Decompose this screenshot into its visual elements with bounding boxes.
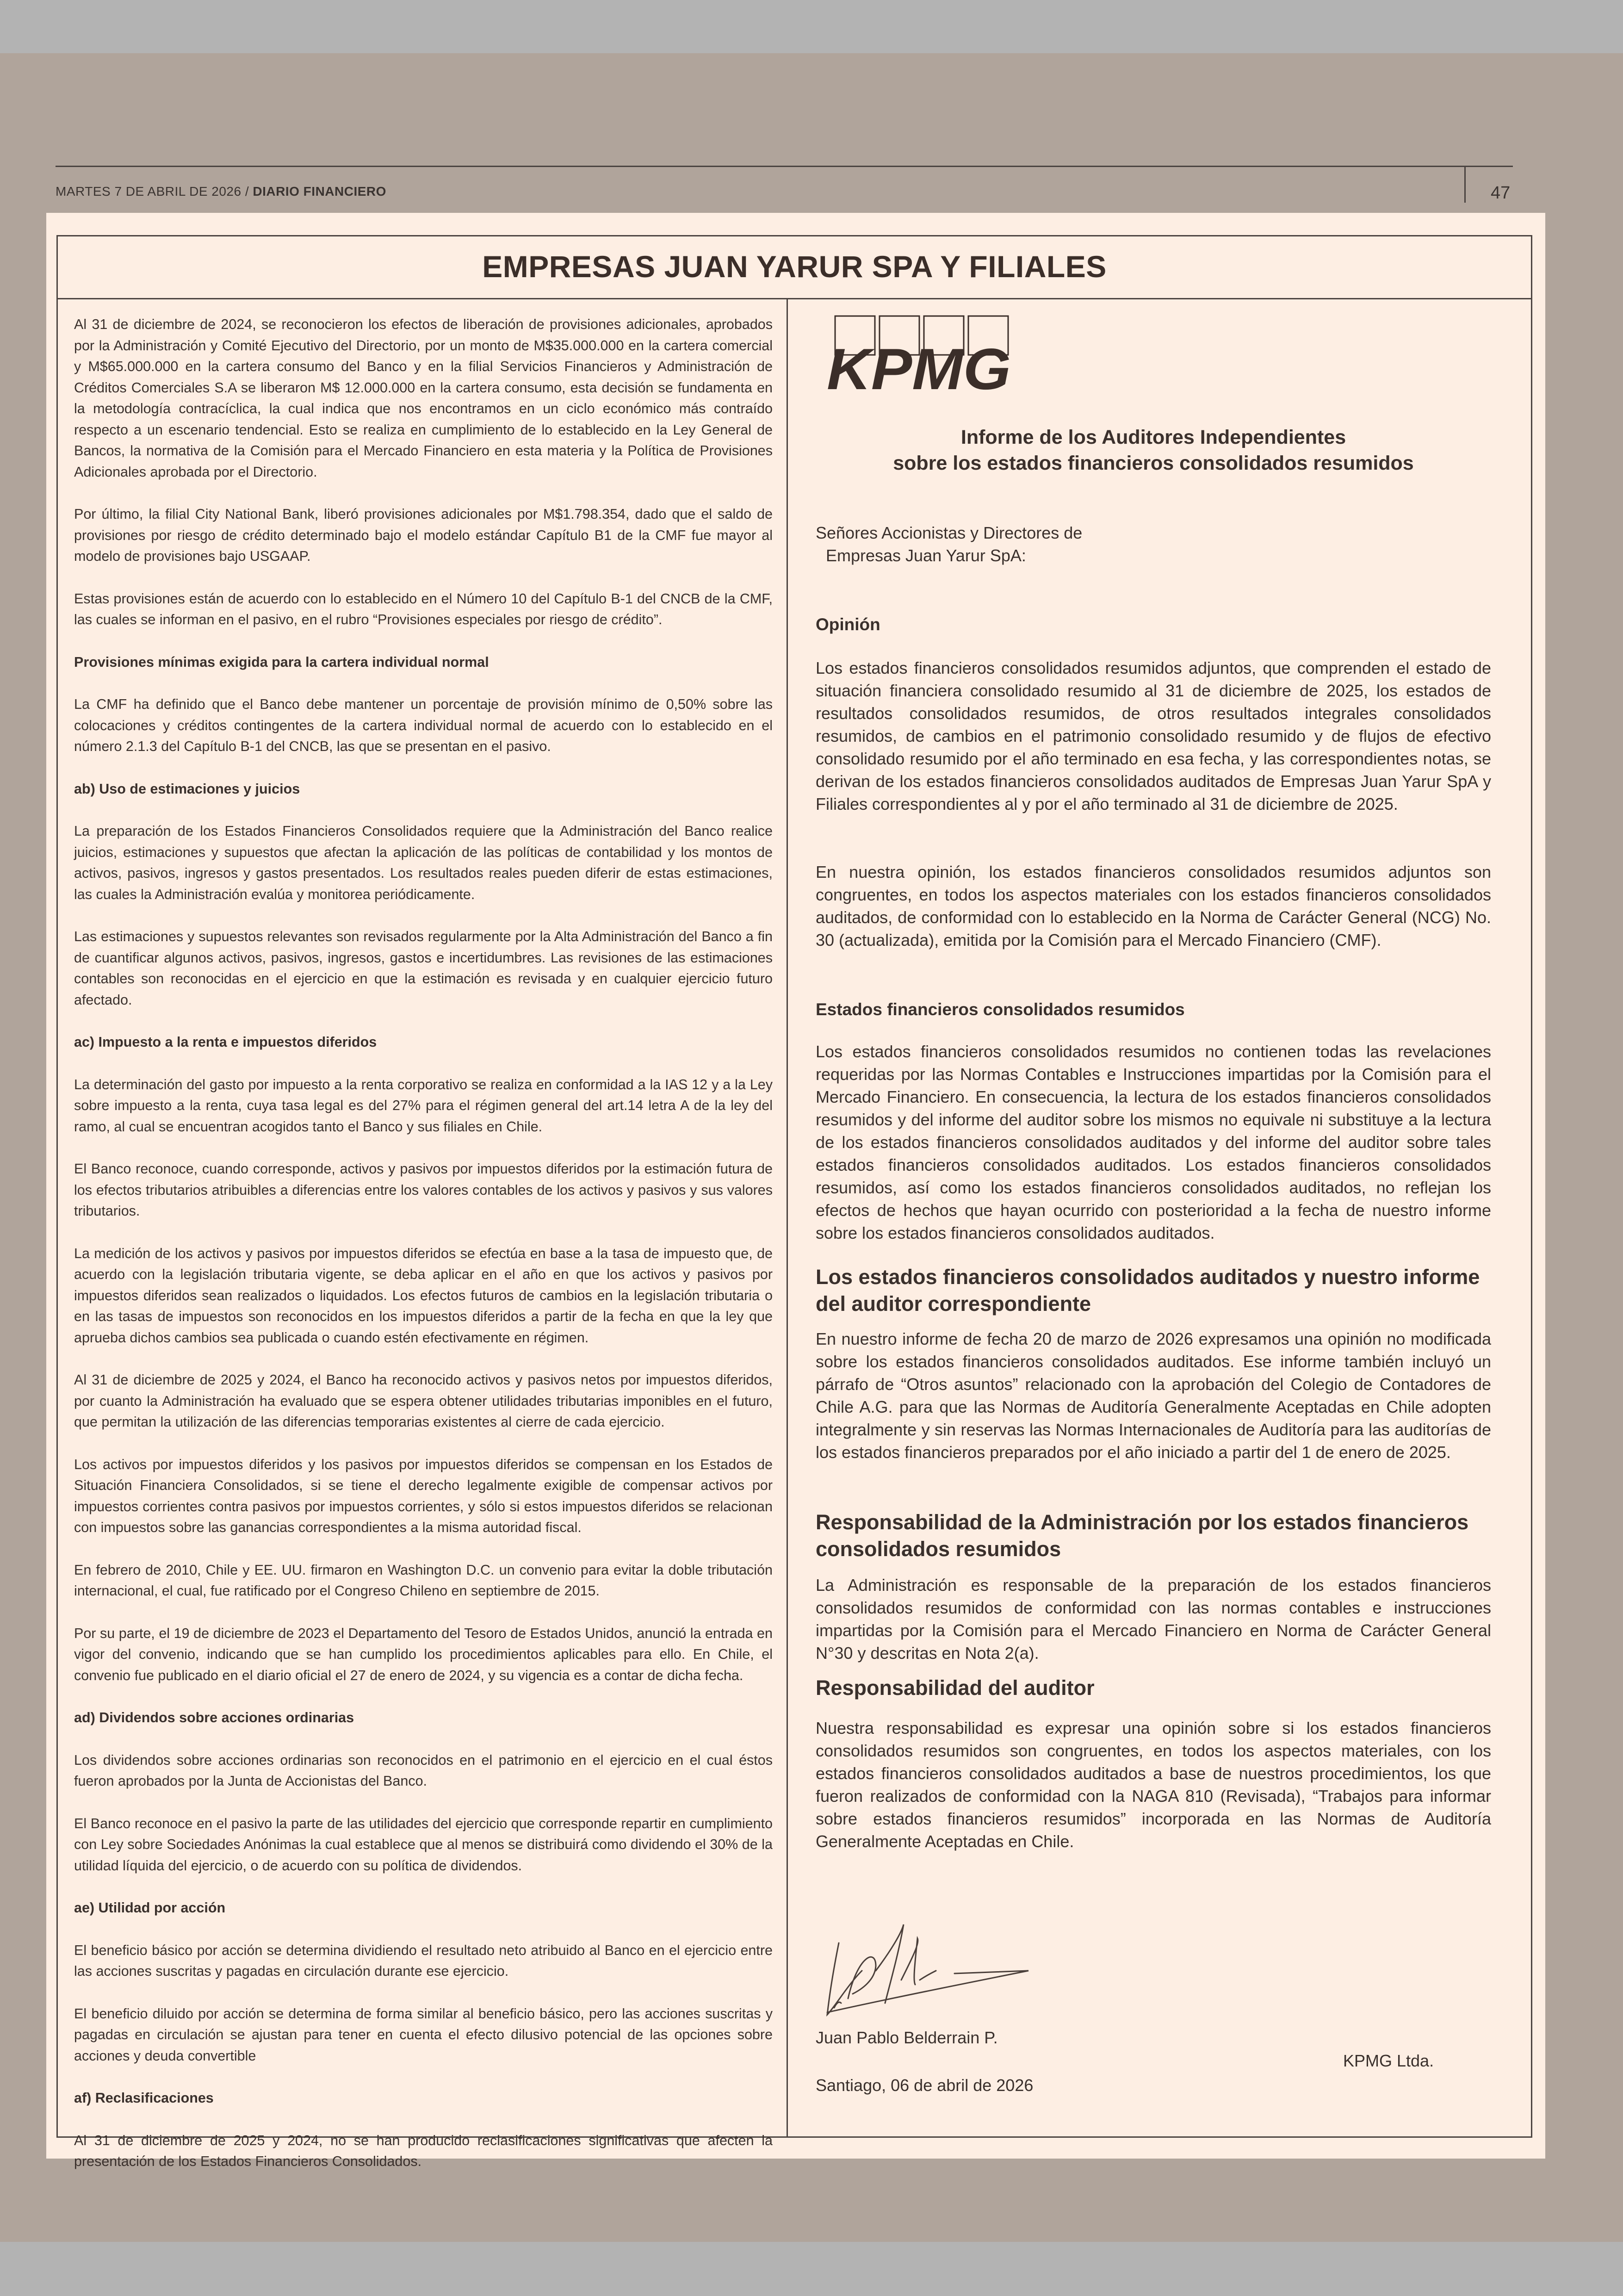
note-paragraph: El Banco reconoce, cuando corresponde, activos y pasivos por impuestos diferidos por la estimación futura de los efectos tributarios atribuibles a diferencias entre los valores contables de los activos y pasivos y sus valores tributarios.	[74, 1161, 773, 1219]
report-paragraph: En nuestra opinión, los estados financieros consolidados resumidos adjuntos son congruentes, en todos los aspectos materiales con los estados financieros consolidados auditados, de conformidad con lo establecido en la Norma de Carácter General (NCG) No. 30 (actualizada), emitida por la Comisión para el Mercado Financiero (CMF).	[816, 863, 1491, 949]
report-paragraph: Los estados financieros consolidados resumidos no contienen todas las revelaciones requeridas por las Normas Contables e Instrucciones impartidas por la Comisión para el Mercado Financiero. En consecuencia, la lectura de los estados financieros consolidados resumidos y del informe del auditor sobre los mismos no equivale ni substituye a la lectura de los estados financieros consolidados auditados y del informe del auditor sobre tales estados financieros consolidados auditados. Los estados financieros consolidados resumidos, así como los estados financieros consolidados auditados, no reflejan los efectos de hechos que hayan ocurrido con posterioridad a la fecha de nuestro informe sobre los estados financieros consolidados auditados.	[816, 1042, 1491, 1242]
note-heading: ab) Uso de estimaciones y juicios	[74, 781, 300, 797]
note-paragraph: Al 31 de diciembre de 2025 y 2024, el Banco ha reconocido activos y pasivos netos por impuestos diferidos, por cuanto la Administración ha evaluado que se espera obtener utilidades tributarias imponibles en el futuro, que permitan la utilización de las diferencias temporarias existentes al cierre de cada ejercicio.	[74, 1372, 773, 1430]
report-paragraph: Los estados financieros consolidados resumidos adjuntos, que comprenden el estado de situación financiera consolidado resumido al 31 de diciembre de 2025, los estados de resultados consolidados resumidos, de otros resultados integrales consolidados resumidos, de cambios en el patrimonio consolidado resumido y de flujos de efectivo consolidado resumido por el año terminado en esa fecha, y las correspondientes notas, se derivan de los estados financieros consolidados auditados de Empresas Juan Yarur SpA y Filiales correspondientes al y por el año terminado al 31 de diciembre de 2025.	[816, 658, 1491, 813]
note-paragraph: El beneficio básico por acción se determina dividiendo el resultado neto atribuido al Banco en el ejercicio entre las acciones suscritas y pagadas en circulación durante ese ejercicio.	[74, 1942, 773, 1979]
kpmg-logo-text: KPMG	[827, 336, 1011, 393]
section-heading: Opinión	[816, 615, 880, 634]
column-divider	[787, 299, 788, 2136]
section-auditados	[816, 1264, 1491, 1317]
note-paragraph: El Banco reconoce en el pasivo la parte de las utilidades del ejercicio que corresponde repartir en cumplimiento con Ley sobre Sociedades Anónimas la cual establece que al menos se distribuirá como dividendo el 30% de la utilidad líquida del ejercicio, o de acuerdo con su política de dividendos.	[74, 1815, 773, 1874]
note-paragraph: Al 31 de diciembre de 2025 y 2024, no se han producido reclasificaciones significativas que afecten la presentación de los Estados Financieros Consolidados.	[74, 2132, 773, 2169]
salutation-line: Señores Accionistas y Directores de	[816, 523, 1083, 542]
header-date: MARTES 7 DE ABRIL DE 2026 /	[56, 184, 249, 199]
note-paragraph: Por último, la filial City National Bank, liberó provisiones adicionales por M$1.798.354, dado que el saldo de provisiones por riesgo de crédito determinado bajo el modelo estándar Capítulo B1 de la CMF fue mayor al modelo de provisiones bajo USGAAP.	[74, 506, 773, 564]
section-heading: Responsabilidad de la Administración por los estados financieros consolidados resumidos	[816, 1510, 1469, 1561]
ad-title-bar	[58, 236, 1531, 299]
section-admin	[816, 1509, 1491, 1563]
section-heading: Responsabilidad del auditor	[816, 1676, 1095, 1700]
auditor-paragraph	[816, 1717, 1491, 1853]
place-and-date: Santiago, 06 de abril de 2026	[816, 2076, 1034, 2095]
ad-frame	[56, 235, 1532, 2169]
admin-paragraph	[816, 1574, 1491, 1664]
note-heading: ad) Dividendos sobre acciones ordinarias	[74, 1710, 354, 1725]
header-newspaper: DIARIO FINANCIERO	[253, 184, 386, 199]
signer-name: Juan Pablo Belderrain P.	[816, 2028, 998, 2047]
newspaper-header	[56, 184, 386, 199]
header-vertical-rule	[1464, 166, 1466, 203]
ad-title: EMPRESAS JUAN YARUR SPA Y FILIALES	[482, 249, 1107, 284]
salutation	[816, 521, 1491, 567]
report-paragraph: Nuestra responsabilidad es expresar una opinión sobre si los estados financieros consolidados resumidos son congruentes, en todos los aspectos materiales, con los estados financieros consolidados auditados a base de nuestros procedimientos, los que fueron realizados de conformidad con la NAGA 810 (Revisada), “Trabajos para informar sobre estados financieros resumidos” incorporada en las Normas de Auditoría Generalmente Aceptadas en Chile.	[816, 1719, 1491, 1851]
note-paragraph: Estas provisiones están de acuerdo con lo establecido en el Número 10 del Capítulo B-1 del CNCB de la CMF, las cuales se informan en el pasivo, en el rubro “Provisiones especiales por riesgo de crédito”.	[74, 590, 773, 627]
section-heading: Los estados financieros consolidados auditados y nuestro informe del auditor correspondiente	[816, 1265, 1480, 1316]
opinion-paragraph-1	[816, 657, 1491, 815]
note-paragraph: La preparación de los Estados Financieros Consolidados requiere que la Administración del Banco realice juicios, estimaciones y supuestos que afectan la aplicación de las políticas de contabilidad y los montos de activos, pasivos, ingresos y gastos presentados. Los resultados reales pueden diferir de estas estimaciones, las cuales la Administración evalúa y monitorea periódicamente.	[74, 823, 773, 902]
audit-firm: KPMG Ltda.	[1343, 2051, 1434, 2070]
note-heading: ae) Utilidad por acción	[74, 1900, 226, 1916]
advertisement	[46, 213, 1545, 2169]
auditados-paragraph	[816, 1328, 1491, 1464]
header-rule	[56, 166, 1513, 167]
section-heading: Estados financieros consolidados resumidos	[816, 1000, 1185, 1019]
note-heading: ac) Impuesto a la renta e impuestos diferidos	[74, 1034, 377, 1050]
note-paragraph: Los dividendos sobre acciones ordinarias son reconocidos en el patrimonio en el ejercicio en el cual éstos fueron aprobados por la Junta de Accionistas del Banco.	[74, 1752, 773, 1789]
note-paragraph: Al 31 de diciembre de 2024, se reconocieron los efectos de liberación de provisiones adicionales, aprobados por la Administración y Comité Ejecutivo del Directorio, por un monto de M$35.000.000 en la cartera comercial y M$65.000.000 en la cartera consumo del Banco y en la filial Servicios Financieros y Administración de Créditos Comerciales S.A se liberaron M$ 12.000.000 en la cartera consumo, esta decisión se fundamenta en la metodología contracíclica, la cual indica que nos encontramos en un ciclo económico más contraído respecto a un escenario tendencial. Esto se realiza en cumplimiento de lo establecido en la Ley General de Bancos, la normativa de la Comisión para el Mercado Financiero en esta materia y la Política de Provisiones Adicionales aprobada por el Directorio.	[74, 316, 773, 480]
report-title-line: sobre los estados financieros consolidados resumidos	[893, 452, 1414, 474]
note-paragraph: La determinación del gasto por impuesto a la renta corporativo se realiza en conformidad a la IAS 12 y a la Ley sobre impuesto a la renta, cuya tasa legal es del 27% para el régimen general del art.14 letra A de la ley del ramo, al cual se encuentran acogidos tanto el Banco y sus filiales en Chile.	[74, 1076, 773, 1135]
efcr-paragraph	[816, 1040, 1491, 1244]
note-paragraph: El beneficio diluido por acción se determina de forma similar al beneficio básico, pero las acciones suscritas y pagadas en circulación se ajustan para tener en cuenta el efecto dilusivo potencial de las opciones sobre acciones y deuda convertible	[74, 2005, 773, 2064]
report-paragraph: La Administración es responsable de la preparación de los estados financieros consolidados resumidos de conformidad con las normas contables e instrucciones impartidas por la Comisión para el Mercado Financiero en Norma de Carácter General N°30 y descritas en Nota 2(a).	[816, 1576, 1491, 1663]
section-efcr	[816, 998, 1491, 1021]
note-paragraph: Por su parte, el 19 de diciembre de 2023 el Departamento del Tesoro de Estados Unidos, anunció la entrada en vigor del convenio, indicando que se han cumplido los procedimientos aplicables para ello. En Chile, el convenio fue publicado en el diario oficial el 27 de enero de 2024, y su vigencia es a contar de dicha fecha.	[74, 1625, 773, 1683]
report-paragraph: En nuestro informe de fecha 20 de marzo de 2026 expresamos una opinión no modificada sobre los estados financieros consolidados auditados. Ese informe también incluyó un párrafo de “Otros asuntos” relacionado con la aprobación del Colegio de Contadores de Chile A.G. para que las Normas de Auditoría Generalmente Aceptadas en Chile adopten integralmente y sin reservas las Normas Internacionales de Auditoría para las auditorías de los estados financieros preparados por el año iniciado a partir del 1 de enero de 2025.	[816, 1329, 1491, 1462]
page-number: 47	[1491, 183, 1511, 203]
report-title	[816, 424, 1491, 476]
signature	[820, 1915, 1033, 2022]
note-heading: af) Reclasificaciones	[74, 2090, 214, 2106]
note-heading: Provisiones mínimas exigida para la cartera individual normal	[74, 654, 489, 670]
note-paragraph: La CMF ha definido que el Banco debe mantener un porcentaje de provisión mínimo de 0,50% sobre las colocaciones y créditos contingentes de la cartera individual normal de acuerdo con lo establecido en el número 2.1.3 del Capítulo B-1 del CNCB, las que se presentan en el pasivo.	[74, 696, 773, 754]
notes-column	[74, 314, 773, 2194]
section-auditor	[816, 1675, 1491, 1701]
opinion-paragraph-2	[816, 861, 1491, 951]
salutation-line: Empresas Juan Yarur SpA:	[826, 546, 1026, 565]
note-paragraph: En febrero de 2010, Chile y EE. UU. firmaron en Washington D.C. un convenio para evitar la doble tributación internacional, el cual, fue ratificado por el Congreso Chileno en septiembre de 2015.	[74, 1562, 773, 1599]
kpmg-logo	[825, 314, 1024, 393]
note-paragraph: Los activos por impuestos diferidos y los pasivos por impuestos diferidos se compensan en los Estados de Situación Financiera Consolidados, si se tiene el derecho legalmente exigible de compensar activos por impuestos corrientes contra pasivos por impuestos corrientes, y sólo si estos impuestos diferidos se relacionan con impuestos sobre las ganancias correspondientes a la misma autoridad fiscal.	[74, 1456, 773, 1535]
section-opinion	[816, 613, 1491, 636]
note-paragraph: Las estimaciones y supuestos relevantes son revisados regularmente por la Alta Administración del Banco a fin de cuantificar algunos activos, pasivos, ingresos, gastos e incertidumbres. Las revisiones de las estimaciones contables son reconocidas en el ejercicio en que la estimación es revisada y en cualquier ejercicio futuro afectado.	[74, 929, 773, 1008]
report-title-line: Informe de los Auditores Independientes	[960, 426, 1346, 448]
note-paragraph: La medición de los activos y pasivos por impuestos diferidos se efectúa en base a la tasa de impuesto que, de acuerdo con la legislación tributaria vigente, se deba aplicar en el año en que los activos y pasivos por impuestos diferidos sean realizados o liquidados. Los efectos futuros de cambios en la legislación tributaria o en las tasas de impuestos son reconocidos en los impuestos diferidos a partir de la fecha en que la ley que aprueba dichos cambios sea publicada o cuando estén efectivamente en régimen.	[74, 1245, 773, 1346]
